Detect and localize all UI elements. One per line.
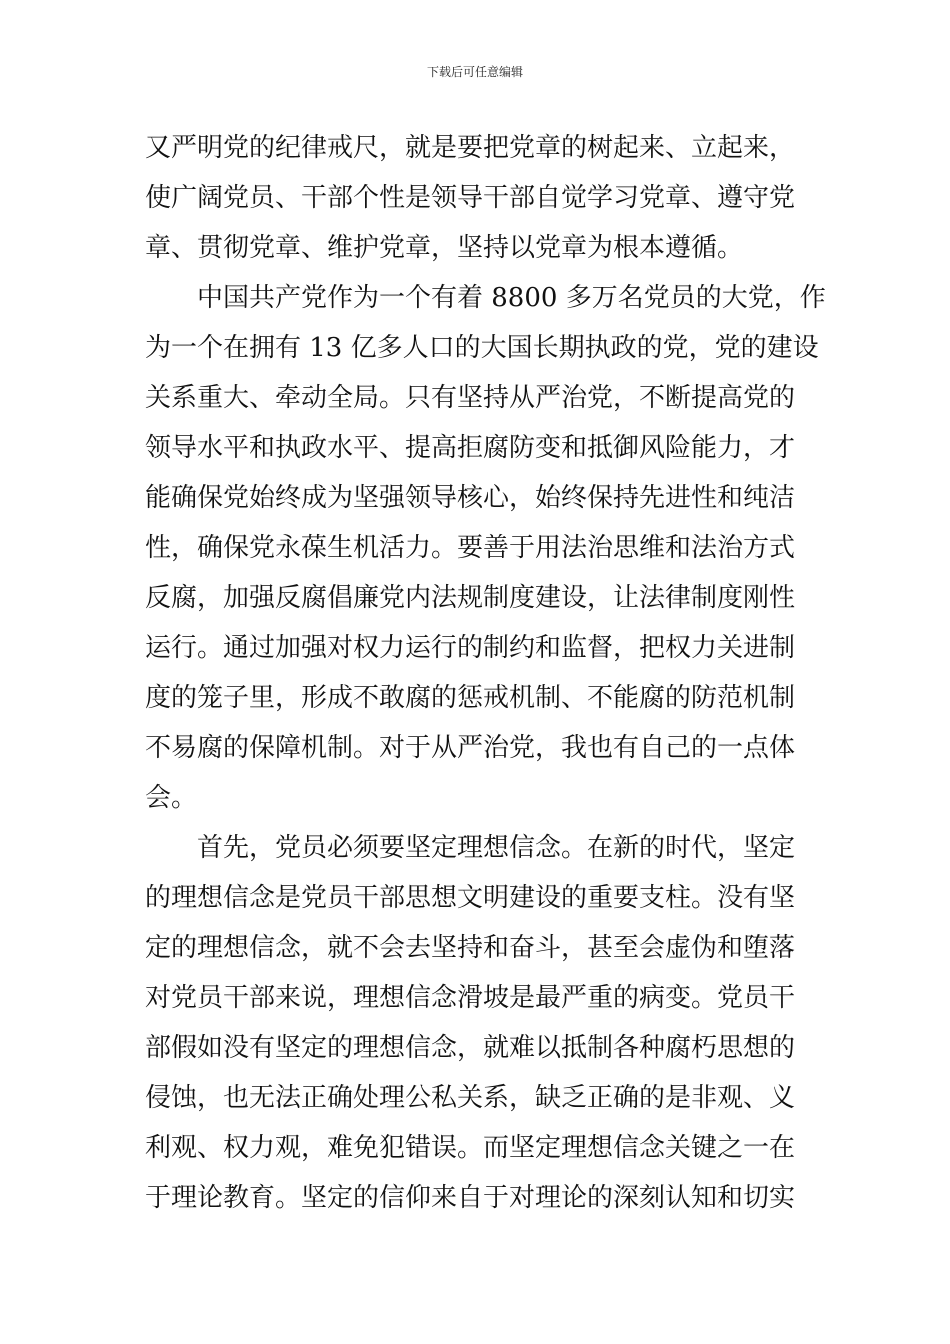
text-line: 关系重大、牵动全局。只有坚持从严治党，不断提高党的 <box>145 383 796 413</box>
text-line: 为一个在拥有 13 亿多人口的大国长期执政的党，党的建设 <box>145 333 819 363</box>
text-line: 反腐，加强反腐倡廉党内法规制度建设，让法律制度刚性 <box>145 583 796 613</box>
text-line: 于理论教育。坚定的信仰来自于对理论的深刻认知和切实 <box>145 1183 796 1213</box>
text-line: 利观、权力观，难免犯错误。而坚定理想信念关键之一在 <box>145 1133 796 1163</box>
text-line: 领导水平和执政水平、提高拒腐防变和抵御风险能力，才 <box>145 433 796 463</box>
header-note: 下载后可任意编辑 <box>426 65 523 79</box>
text-line: 对党员干部来说，理想信念滑坡是最严重的病变。党员干 <box>145 983 796 1013</box>
text-line: 的理想信念是党员干部思想文明建设的重要支柱。没有坚 <box>145 883 796 913</box>
text-line: 会。 <box>145 783 198 813</box>
text-line: 侵蚀，也无法正确处理公私关系，缺乏正确的是非观、义 <box>145 1083 796 1113</box>
text-line: 不易腐的保障机制。对于从严治党，我也有自己的一点体 <box>145 733 796 763</box>
paragraph-start-line: 首先，党员必须要坚定理想信念。在新的时代，坚定 <box>197 833 796 863</box>
text-line: 使广阔党员、干部个性是领导干部自觉学习党章、遵守党 <box>145 183 796 213</box>
text-line: 性，确保党永葆生机活力。要善于用法治思维和法治方式 <box>145 533 796 563</box>
text-line: 度的笼子里，形成不敢腐的惩戒机制、不能腐的防范机制 <box>145 683 796 713</box>
text-line: 又严明党的纪律戒尺，就是要把党章的树起来、立起来， <box>145 133 796 163</box>
text-line: 能确保党始终成为坚强领导核心，始终保持先进性和纯洁 <box>145 483 796 513</box>
text-line: 部假如没有坚定的理想信念，就难以抵制各种腐朽思想的 <box>145 1033 796 1063</box>
text-line: 定的理想信念，就不会去坚持和奋斗，甚至会虚伪和堕落 <box>145 933 796 963</box>
text-line: 运行。通过加强对权力运行的制约和监督，把权力关进制 <box>145 633 796 663</box>
paragraph-start-line: 中国共产党作为一个有着 8800 多万名党员的大党，作 <box>197 283 826 313</box>
text-line: 章、贯彻党章、维护党章，坚持以党章为根本遵循。 <box>145 233 744 263</box>
